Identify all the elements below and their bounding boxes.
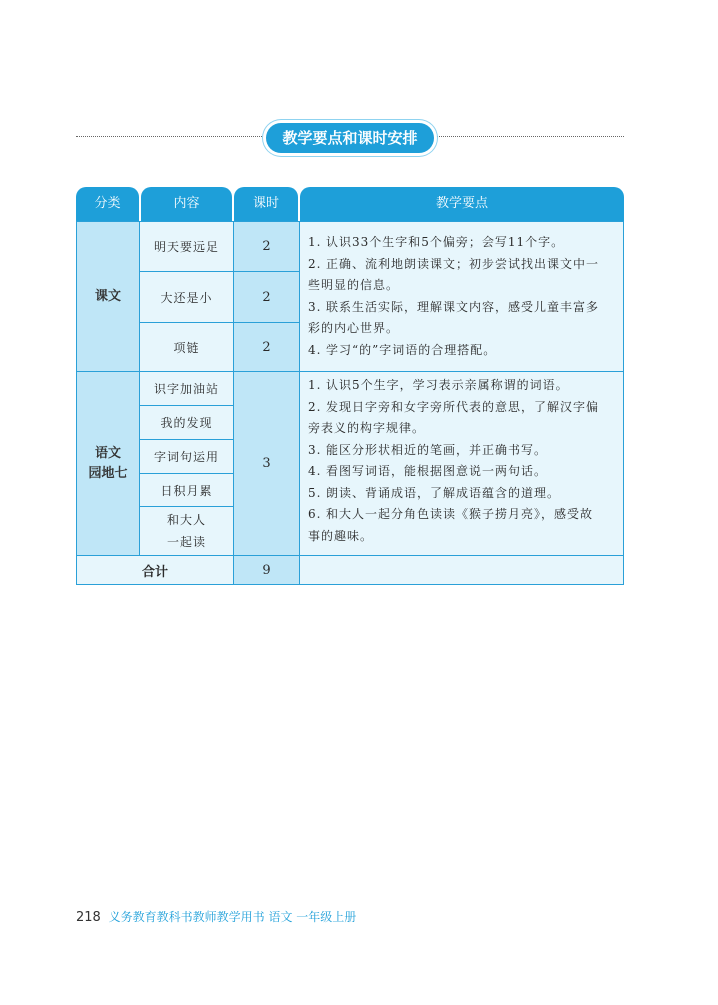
title-rule-left (76, 136, 266, 137)
content-line: 一起读 (166, 535, 206, 549)
header-content: 内容 (141, 187, 232, 221)
content-cell: 项链 (139, 322, 234, 372)
point-item: 2. 正确、流利地朗读课文；初步尝试找出课文中一 (308, 256, 600, 271)
header-points: 教学要点 (300, 187, 624, 221)
hours-cell: 2 (233, 322, 300, 372)
point-item: 5. 朗读、背诵成语，了解成语蕴含的道理。 (308, 485, 561, 500)
point-item: 1. 认识5个生字，学习表示亲属称谓的词语。 (308, 378, 569, 392)
category-cell-kewen: 课文 (76, 221, 140, 372)
point-item: 1. 认识33个生字和5个偏旁；会写11个字。 (308, 235, 565, 249)
total-label: 合计 (76, 555, 234, 585)
content-line: 和大人 (166, 513, 206, 527)
point-item-continued: 彩的内心世界。 (308, 321, 400, 335)
teaching-points-cell (299, 371, 624, 556)
point-item: 4. 学习“的”字词语的合理搭配。 (308, 342, 497, 357)
point-item: 6. 和大人一起分角色读读《猴子捞月亮》，感受故 (308, 507, 594, 521)
point-item: 3. 联系生活实际，理解课文内容，感受儿童丰富多 (308, 299, 600, 314)
point-item: 4. 看图写词语，能根据图意说一两句话。 (308, 464, 548, 478)
point-item: 2. 发现日字旁和女字旁所代表的意思，了解汉字偏 (308, 399, 600, 414)
point-item-continued: 事的趣味。 (308, 528, 374, 543)
content-cell: 字词句运用 (139, 439, 234, 474)
page-footer (76, 908, 356, 926)
content-cell: 识字加油站 (139, 371, 234, 406)
point-item-continued: 旁表义的构字规律。 (308, 421, 426, 435)
hours-cell: 2 (233, 221, 300, 272)
hours-cell: 2 (233, 271, 300, 323)
section-title: 教学要点和课时安排 (266, 123, 434, 153)
header-hours: 课时 (234, 187, 298, 221)
category-line: 语文 (94, 445, 121, 461)
teaching-points-cell (299, 221, 624, 372)
content-cell (139, 506, 234, 556)
page-number: 218 (76, 910, 101, 925)
header-category: 分类 (76, 187, 139, 221)
total-hours: 9 (233, 555, 300, 585)
content-cell: 我的发现 (139, 405, 234, 440)
point-item: 3. 能区分形状相近的笔画，并正确书写。 (308, 442, 548, 457)
total-points-empty (299, 555, 624, 585)
point-item-continued: 些明显的信息。 (308, 278, 400, 292)
title-rule-right (434, 136, 624, 137)
content-cell: 大还是小 (139, 271, 234, 323)
book-title: 义务教育教科书教师教学用书 语文 一年级上册 (108, 910, 357, 924)
category-cell-yuwen-yuandi (76, 371, 140, 556)
content-cell: 日积月累 (139, 473, 234, 507)
category-line: 园地七 (88, 465, 128, 481)
content-cell: 明天要远足 (139, 221, 234, 272)
hours-cell: 3 (233, 371, 300, 556)
